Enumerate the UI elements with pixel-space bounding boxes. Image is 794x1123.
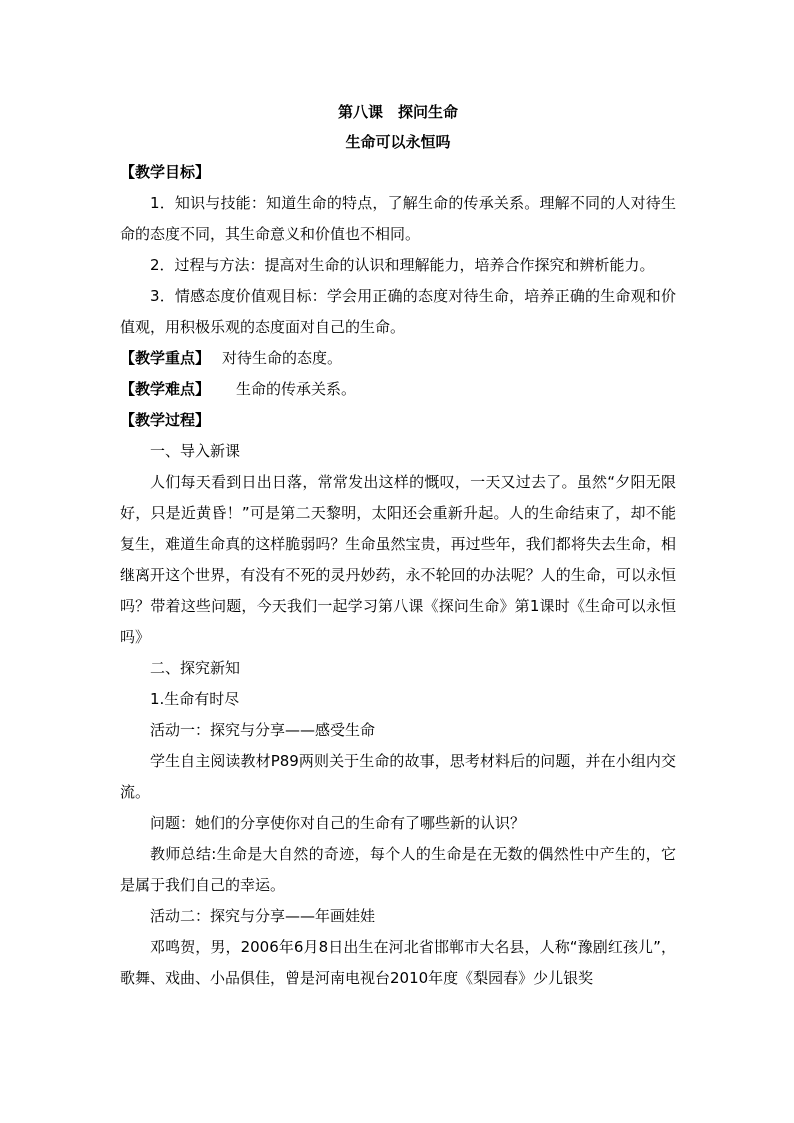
question-text: 问题：她们的分享使你对自己的生命有了哪些新的认识？ [150, 814, 526, 832]
document-body [120, 97, 676, 994]
teacher-summary: 教师总结:生命是大自然的奇迹，每个人的生命是在无数的偶然性中产生的，它是属于我们自己的幸运。 [120, 845, 676, 894]
goal-1: 1．知识与技能：知道生命的特点，了解生命的传承关系。理解不同的人对待生命的态度不同，其生命意义和价值也不相同。 [120, 194, 676, 243]
process-heading: 【教学过程】 [120, 411, 211, 429]
difficulty-heading: 【教学难点】 [120, 380, 211, 398]
goal-3: 3．情感态度价值观目标：学会用正确的态度对待生命，培养正确的生命观和价值观，用积极乐观的态度面对自己的生命。 [120, 287, 676, 336]
difficulty-text: 生命的传承关系。 [236, 380, 357, 398]
activity-1-text: 学生自主阅读教材P89两则关于生命的故事，思考材料后的问题，并在小组内交流。 [120, 752, 676, 801]
key-point-heading: 【教学重点】 [120, 349, 211, 367]
activity-2-title: 活动二：探究与分享——年画娃娃 [150, 907, 376, 925]
key-point-row [120, 343, 676, 374]
intro-paragraph: 人们每天看到日出日落，常常发出这样的慨叹，一天又过去了。虽然“夕阳无限好，只是近黄昏！”可是第二天黎明，太阳还会重新升起。人的生命结束了，却不能复生，难道生命真的这样脆弱吗？生命虽然宝贵，再过些年，我们都将失去生命，相继离开这个世界，有没有不死的灵丹妙药，永不轮回的办法呢？人的生命，可以永恒吗？带着这些问题，今天我们一起学习第八课《探问生命》第1课时《生命可以永恒吗》 [120, 473, 676, 646]
lesson-subtitle: 生命可以永恒吗 [345, 133, 451, 151]
subsection-1-heading: 1.生命有时尽 [150, 690, 240, 708]
difficulty-row [120, 374, 676, 405]
teaching-goals-heading: 【教学目标】 [120, 163, 211, 181]
goal-2: 2．过程与方法：提高对生命的认识和理解能力，培养合作探究和辨析能力。 [150, 256, 655, 274]
activity-1-title: 活动一：探究与分享——感受生命 [150, 721, 376, 739]
key-point-text: 对待生命的态度。 [222, 349, 343, 367]
lesson-title: 第八课 探问生命 [337, 103, 458, 121]
activity-2-text: 邓鸣贺，男，2006年6月8日出生在河北省邯郸市大名县，人称“豫剧红孩儿”，歌舞、戏曲、小品俱佳，曾是河南电视台2010年度《梨园春》少儿银奖 [120, 938, 676, 987]
section-2-heading: 二、探究新知 [150, 659, 241, 677]
section-1-heading: 一、导入新课 [150, 442, 241, 460]
